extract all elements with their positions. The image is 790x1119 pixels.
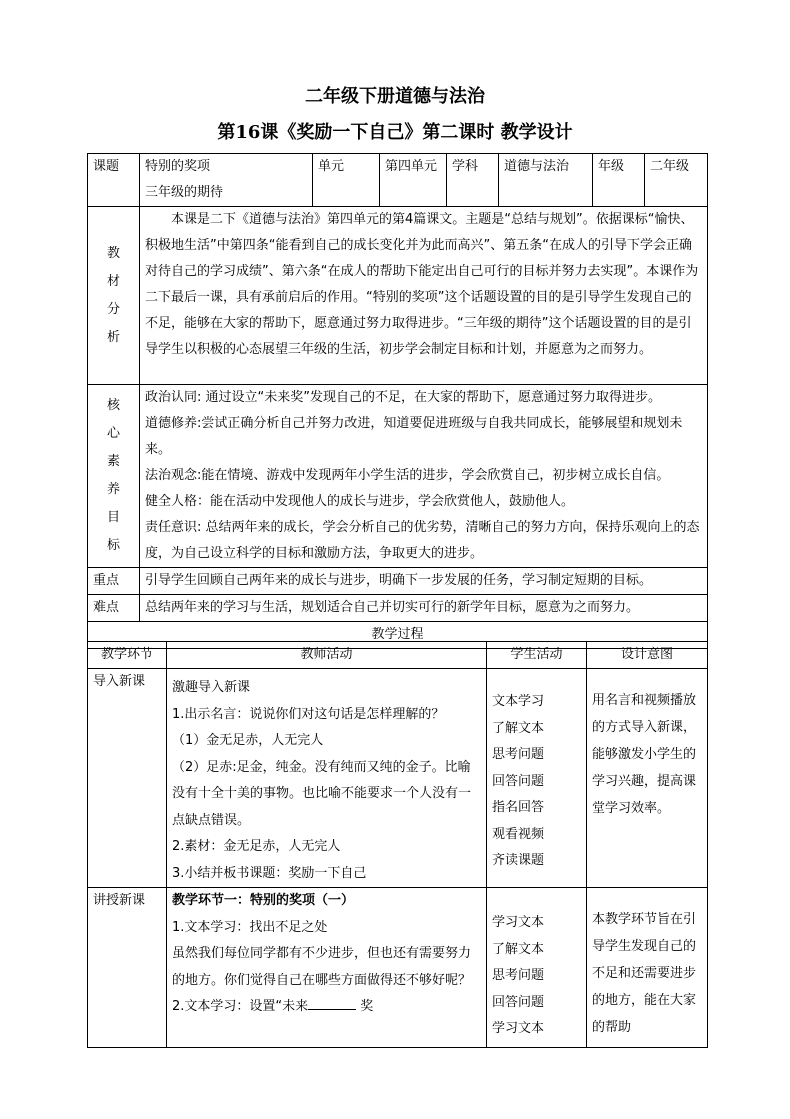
grade-label: 年级 bbox=[593, 154, 645, 207]
lecture-student-item: 学习文本 bbox=[492, 915, 545, 930]
lecture-teacher-line: 虽然我们每位同学都有不少进步，但也还有需要努力的地方。你们觉得自己在哪些方面做得还不够好呢？ bbox=[172, 946, 472, 988]
lecture-student-item: 回答问题 bbox=[492, 994, 545, 1010]
process-heading: 教学过程 bbox=[88, 622, 708, 649]
lecture-row bbox=[88, 888, 708, 1048]
lecture-teacher bbox=[167, 888, 487, 1048]
col-stage-header: 教学环节 bbox=[88, 642, 167, 669]
key-point-text: 引导学生回顾自己两年来的成长与进步，明确下一步发展的任务，学习制定短期的目标。 bbox=[140, 568, 708, 595]
col-teacher-header: 教师活动 bbox=[167, 642, 487, 669]
intro-student-item: 了解文本 bbox=[492, 720, 545, 736]
intro-student-item: 思考问题 bbox=[492, 747, 545, 762]
intro-teacher-line: （1）金无足赤，人无完人 bbox=[172, 733, 324, 748]
col-student-header: 学生活动 bbox=[487, 642, 587, 669]
intro-teacher-line: （2）足赤:足金，纯金。没有纯而又纯的金子。比喻没有十全十美的事物。也比喻不能要求一个人没有一点缺点错误。 bbox=[172, 759, 472, 828]
intro-student bbox=[487, 669, 587, 888]
intro-student-item: 文本学习 bbox=[492, 694, 545, 709]
lecture-student-item: 了解文本 bbox=[492, 941, 545, 957]
info-row bbox=[88, 154, 708, 207]
intro-teacher-line: 激趣导入新课 bbox=[172, 680, 251, 695]
lecture-student-item: 学习文本 bbox=[492, 1021, 545, 1036]
intro-teacher-line: 2.素材：金无足赤，人无完人 bbox=[172, 839, 341, 854]
doc-title-grade: 二年级下册道德与法治 bbox=[305, 86, 485, 107]
core-goal-item: 法治观念:能在情境、游戏中发现两年小学生活的进步，学会欣赏自己，初步树立成长自信。 bbox=[145, 468, 670, 483]
core-goal-item: 责任意识: 总结两年来的成长，学会分析自己的优劣势，清晰自己的努力方向，保持乐观向上的态度，为自己设立科学的目标和激励方法，争取更大的进步。 bbox=[145, 520, 700, 561]
lesson-value bbox=[140, 154, 313, 207]
process-columns-row bbox=[88, 642, 708, 669]
intro-student-item: 观看视频 bbox=[492, 826, 545, 842]
intro-teacher-line: 1.出示名言：说说你们对这句话是怎样理解的？ bbox=[172, 706, 445, 722]
lesson-plan-table bbox=[87, 153, 708, 649]
lecture-stage: 讲授新课 bbox=[88, 888, 167, 1048]
intro-stage: 导入新课 bbox=[88, 669, 167, 888]
core-goal-item: 政治认同: 通过设立“未来奖”发现自己的不足，在大家的帮助下，愿意通过努力取得进步。 bbox=[145, 390, 661, 405]
subject-label: 学科 bbox=[447, 154, 499, 207]
lesson-value-1: 特别的奖项 bbox=[145, 159, 211, 174]
unit-value: 第四单元 bbox=[380, 154, 447, 207]
difficulty-row bbox=[88, 595, 708, 622]
core-row bbox=[88, 385, 708, 568]
lecture-intent: 本教学环节旨在引导学生发现自己的不足和还需要进步的地方，能在大家的帮助 bbox=[587, 888, 708, 1048]
intro-student-item: 回答问题 bbox=[492, 773, 545, 789]
intro-row bbox=[88, 669, 708, 888]
core-goal-item: 健全人格：能在活动中发现他人的成长与进步，学会欣赏他人，鼓励他人。 bbox=[145, 494, 575, 509]
core-label: 核 心 素 养 目 标 bbox=[88, 385, 140, 568]
lecture-student bbox=[487, 888, 587, 1048]
unit-label: 单元 bbox=[313, 154, 380, 207]
lecture-student-item: 思考问题 bbox=[492, 968, 545, 983]
subject-value: 道德与法治 bbox=[499, 154, 593, 207]
col-intent-header: 设计意图 bbox=[587, 642, 708, 669]
intro-student-item: 指名回答 bbox=[492, 800, 545, 815]
fill-blank bbox=[308, 997, 356, 1010]
intro-intent: 用名言和视频播放的方式导入新课，能够激发小学生的学习兴趣，提高课堂学习效率。 bbox=[587, 669, 708, 888]
material-text: 本课是二下《道德与法治》第四单元的第4篇课文。主题是“总结与规划”。依据课标“愉快、积极地生活”中第四条“能看到自己的成长变化并为此而高兴”、第五条“在成人的引导下学会正确对待自己的学习成绩”、第六条“在成人的帮助下能定出自己可行的目标并努力去实现”。本课作为二下最后一课，具有承前启后的作用。“特别的奖项”这个话题设置的目的是引导学生发现自己的不足，能够在大家的帮助下，愿意通过努力取得进步。“三年级的期待”这个话题设置的目的是引导学生以积极的心态展望三年级的生活，初步学会制定目标和计划，并愿意为之而努力。 bbox=[140, 207, 708, 385]
intro-teacher bbox=[167, 669, 487, 888]
material-label: 教 材 分 析 bbox=[88, 207, 140, 385]
grade-value: 二年级 bbox=[645, 154, 708, 207]
core-goal-item: 道德修养:尝试正确分析自己并努力改进，知道要促进班级与自我共同成长，能够展望和规划未来。 bbox=[145, 416, 683, 457]
intro-student-item: 齐读课题 bbox=[492, 853, 545, 868]
doc-title-lesson: 第16课《奖励一下自己》第二课时 教学设计 bbox=[217, 122, 573, 143]
lecture-teacher-line: 1.文本学习：找出不足之处 bbox=[172, 919, 328, 935]
lesson-value-2: 三年级的期待 bbox=[145, 185, 224, 200]
intro-teacher-line: 3.小结并板书课题：奖励一下自己 bbox=[172, 865, 367, 881]
lecture-teacher-line: 2.文本学习：设置“未来 奖 bbox=[172, 999, 374, 1014]
difficulty-text: 总结两年来的学习与生活，规划适合自己并切实可行的新学年目标，愿意为之而努力。 bbox=[140, 595, 708, 622]
material-row bbox=[88, 207, 708, 385]
difficulty-label: 难点 bbox=[88, 595, 140, 622]
core-goals bbox=[140, 385, 708, 568]
process-table bbox=[87, 641, 708, 1048]
key-point-label: 重点 bbox=[88, 568, 140, 595]
key-point-row bbox=[88, 568, 708, 595]
lecture-teacher-heading: 教学环节一：特别的奖项（一） bbox=[172, 893, 355, 908]
lesson-label: 课题 bbox=[88, 154, 140, 207]
